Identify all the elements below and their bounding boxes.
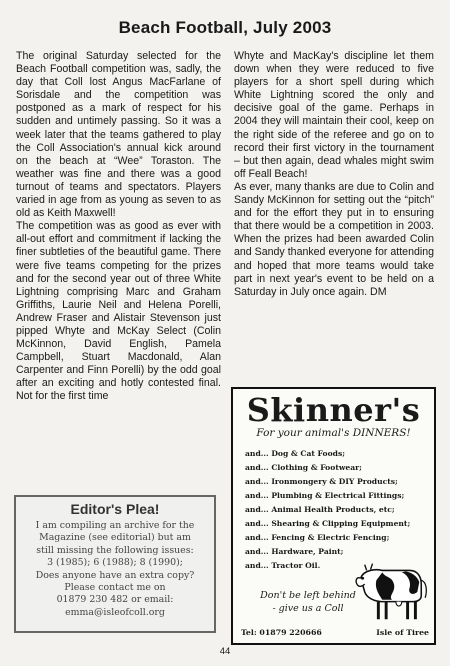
plea-line: Magazine (see editorial) but am [39, 532, 191, 544]
article-paragraph: The competition was as good as ever with all-out effort and commitment if lacking the finer subtleties of the beautiful game. There were five teams competing for the prizes and for the second year out of three White Lightning comprising Marc and Graham Griffiths, Laurie Neil and Helena Porelli, Andrew Fraser and Alistair Stevenson just pipped Whyte and McKay Select (Colin McKinnon, David English, Pamela Campbell, Stuart Macdonald, Alan Carpenter and Finn Porelli) by the odd goal after an exciting and hotly contested final. Not for the first time [16, 220, 221, 403]
missing-issues: 3 (1985); 6 (1988); 8 (1990); [47, 557, 183, 569]
plea-line: Does anyone have an extra copy? [35, 569, 195, 581]
skinners-advert [231, 387, 436, 645]
page-number: 44 [219, 646, 231, 657]
list-item: and... Dog & Cat Foods; [245, 449, 346, 458]
slogan-line: Don't be left behind [260, 590, 356, 601]
contact-email: emma@isleofcoll.org [65, 606, 165, 618]
article-column-left [16, 50, 221, 404]
article-paragraph: The original Saturday selected for the Beach Football competition was, sadly, the day that Coll lost Angus MacFarlane of Sorisdale and the competition was postponed as a mark of respect for his sudden and untimely passing. So it was a week later that the teams gathered to play the Coll Association's annual kick around on the beach at “Wee” Toraston. The weather was fine and there was a good turnout of teams and spectators. Players varied in age from as young as seven to as old as Keith Maxwell! [16, 50, 221, 220]
list-item: and... Ironmongery & DIY Products; [245, 477, 398, 486]
plea-line: 01879 230 482 or email: [56, 594, 174, 606]
slogan-line: - give us a Coll [272, 603, 344, 614]
editors-plea-box [14, 495, 216, 633]
list-item: and... Shearing & Clipping Equipment; [245, 519, 411, 528]
cow-illustration-icon [353, 549, 431, 627]
article-column-right [234, 50, 434, 299]
article-paragraph: Whyte and MacKay's discipline let them down when they were reduced to five players for a short spell during which White Lightning scored the only and decisive goal of the game. Perhaps in 2004 they will maintain their cool, keep on the right side of the referee and go on to record their first victory in the tournament – but then again, dead whales might swim off Feall Beach! [234, 50, 434, 180]
article-paragraph: As ever, many thanks are due to Colin and Sandy McKinnon for setting out the “pitch” and for the effort they put in to ensuring that there would be a competition in 2003. When the prizes had been awarded Colin and Sandy thanked everyone for attending and hoped that more teams would take part in next year's event to be held on a Saturday in July once again. DM [234, 180, 434, 298]
list-item: and... Hardware, Paint; [245, 547, 344, 556]
advert-location: Isle of Tiree [376, 628, 429, 637]
advert-slogan [253, 589, 363, 615]
advert-phone: Tel: 01879 220666 [241, 628, 322, 637]
plea-line: still missing the following issues: [36, 544, 194, 556]
advert-tagline: For your animal's DINNERS! [256, 427, 411, 439]
list-item: and... Fencing & Electric Fencing; [245, 533, 390, 542]
editors-plea-title: Editor's Plea! [70, 501, 160, 517]
advert-brand-name: Skinner's [246, 391, 421, 429]
list-item: and... Tractor Oil. [245, 561, 321, 570]
advert-footer [241, 628, 429, 637]
plea-line: I am compiling an archive for the [35, 520, 195, 531]
article-title: Beach Football, July 2003 [118, 18, 332, 37]
list-item: and... Clothing & Footwear; [245, 463, 362, 472]
plea-line: Please contact me on [64, 582, 166, 594]
list-item: and... Animal Health Products, etc; [245, 505, 395, 514]
editors-plea-body [16, 517, 214, 619]
list-item: and... Plumbing & Electrical Fittings; [245, 491, 405, 500]
